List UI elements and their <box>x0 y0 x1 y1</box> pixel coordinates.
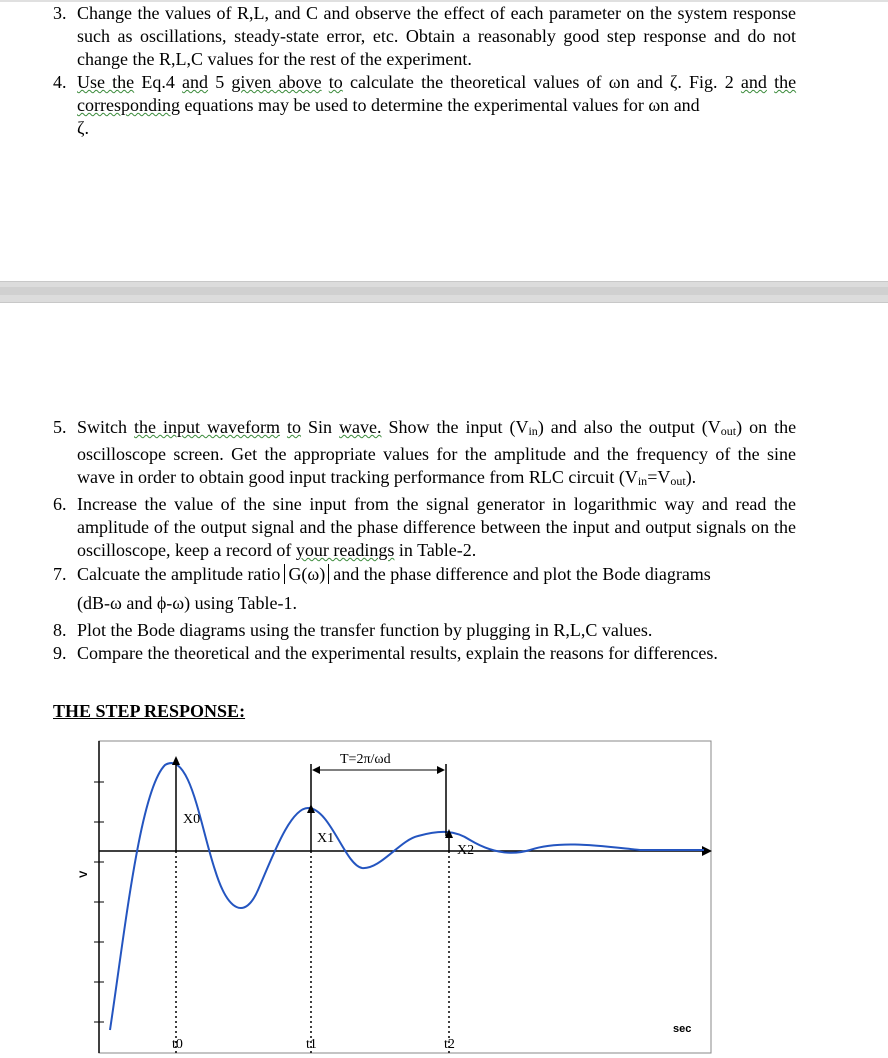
steps-list-bottom <box>53 416 796 665</box>
response-curve <box>110 763 704 1030</box>
sec-label: sec <box>673 1023 692 1035</box>
period-label: T=2π/ωd <box>340 752 391 767</box>
t2-label: t2 <box>444 1037 455 1052</box>
t0-label: t0 <box>172 1037 183 1052</box>
section-heading: THE STEP RESPONSE: <box>53 701 246 721</box>
x0-label: X0 <box>183 812 201 827</box>
step-number: 3. <box>53 3 67 23</box>
steps-list-top <box>53 2 796 140</box>
step-text: Change the values of R,L, and C and observe the effect of each parameter on the system response such as oscillations, steady-state error, etc. Obtain a reasonably good step response and do not change the R,L,C values for the rest of the experiment. <box>77 3 796 69</box>
step-response-figure <box>0 730 888 1058</box>
page-separator <box>0 281 888 303</box>
step-4: 4. Use the Eq.4 and 5 given above to calculate the theoretical values of ωn and ζ. Fig. 2 and the corresponding equations may be used to determine the experimental values for ωn and ζ. <box>53 72 797 138</box>
step-response-svg <box>0 730 888 1058</box>
step-5: 5. Switch the input waveform to Sin wave. Show the input $(V_{in})$ and also the output $(V_{out})$ on the oscilloscope screen. Get the appropriate values for the amplitude and the frequency of the sine wave in order to obtain good input tracking performance from RLC circuit $(V_{in}=V_{out})$. <box>53 417 797 488</box>
page-top <box>0 0 888 283</box>
step-number: 4. <box>53 72 67 92</box>
step-6: 6. Increase the value of the sine input from the signal generator in logarithmic way and read the amplitude of the output signal and the phase difference between the input and output signals on the oscilloscope, keep a record of your readings in Table-2. <box>53 494 796 560</box>
x1-label: X1 <box>317 831 335 846</box>
v-label: V <box>78 870 90 878</box>
step-9: 9. Compare the theoretical and the experimental results, explain the reasons for differences. <box>53 643 718 663</box>
x2-label: X2 <box>457 843 475 858</box>
step-8: 8. Plot the Bode diagrams using the transfer function by plugging in R,L,C values. <box>53 620 653 640</box>
amplitude-ratio: G(ω) <box>284 564 329 584</box>
step-3 <box>53 2 796 71</box>
step-7: 7. Calcuate the amplitude ratio G(ω) and the phase difference and plot the Bode diagrams (dB-ω and ϕ-ω) using Table-1. <box>53 564 711 613</box>
t1-label: t1 <box>306 1037 317 1052</box>
